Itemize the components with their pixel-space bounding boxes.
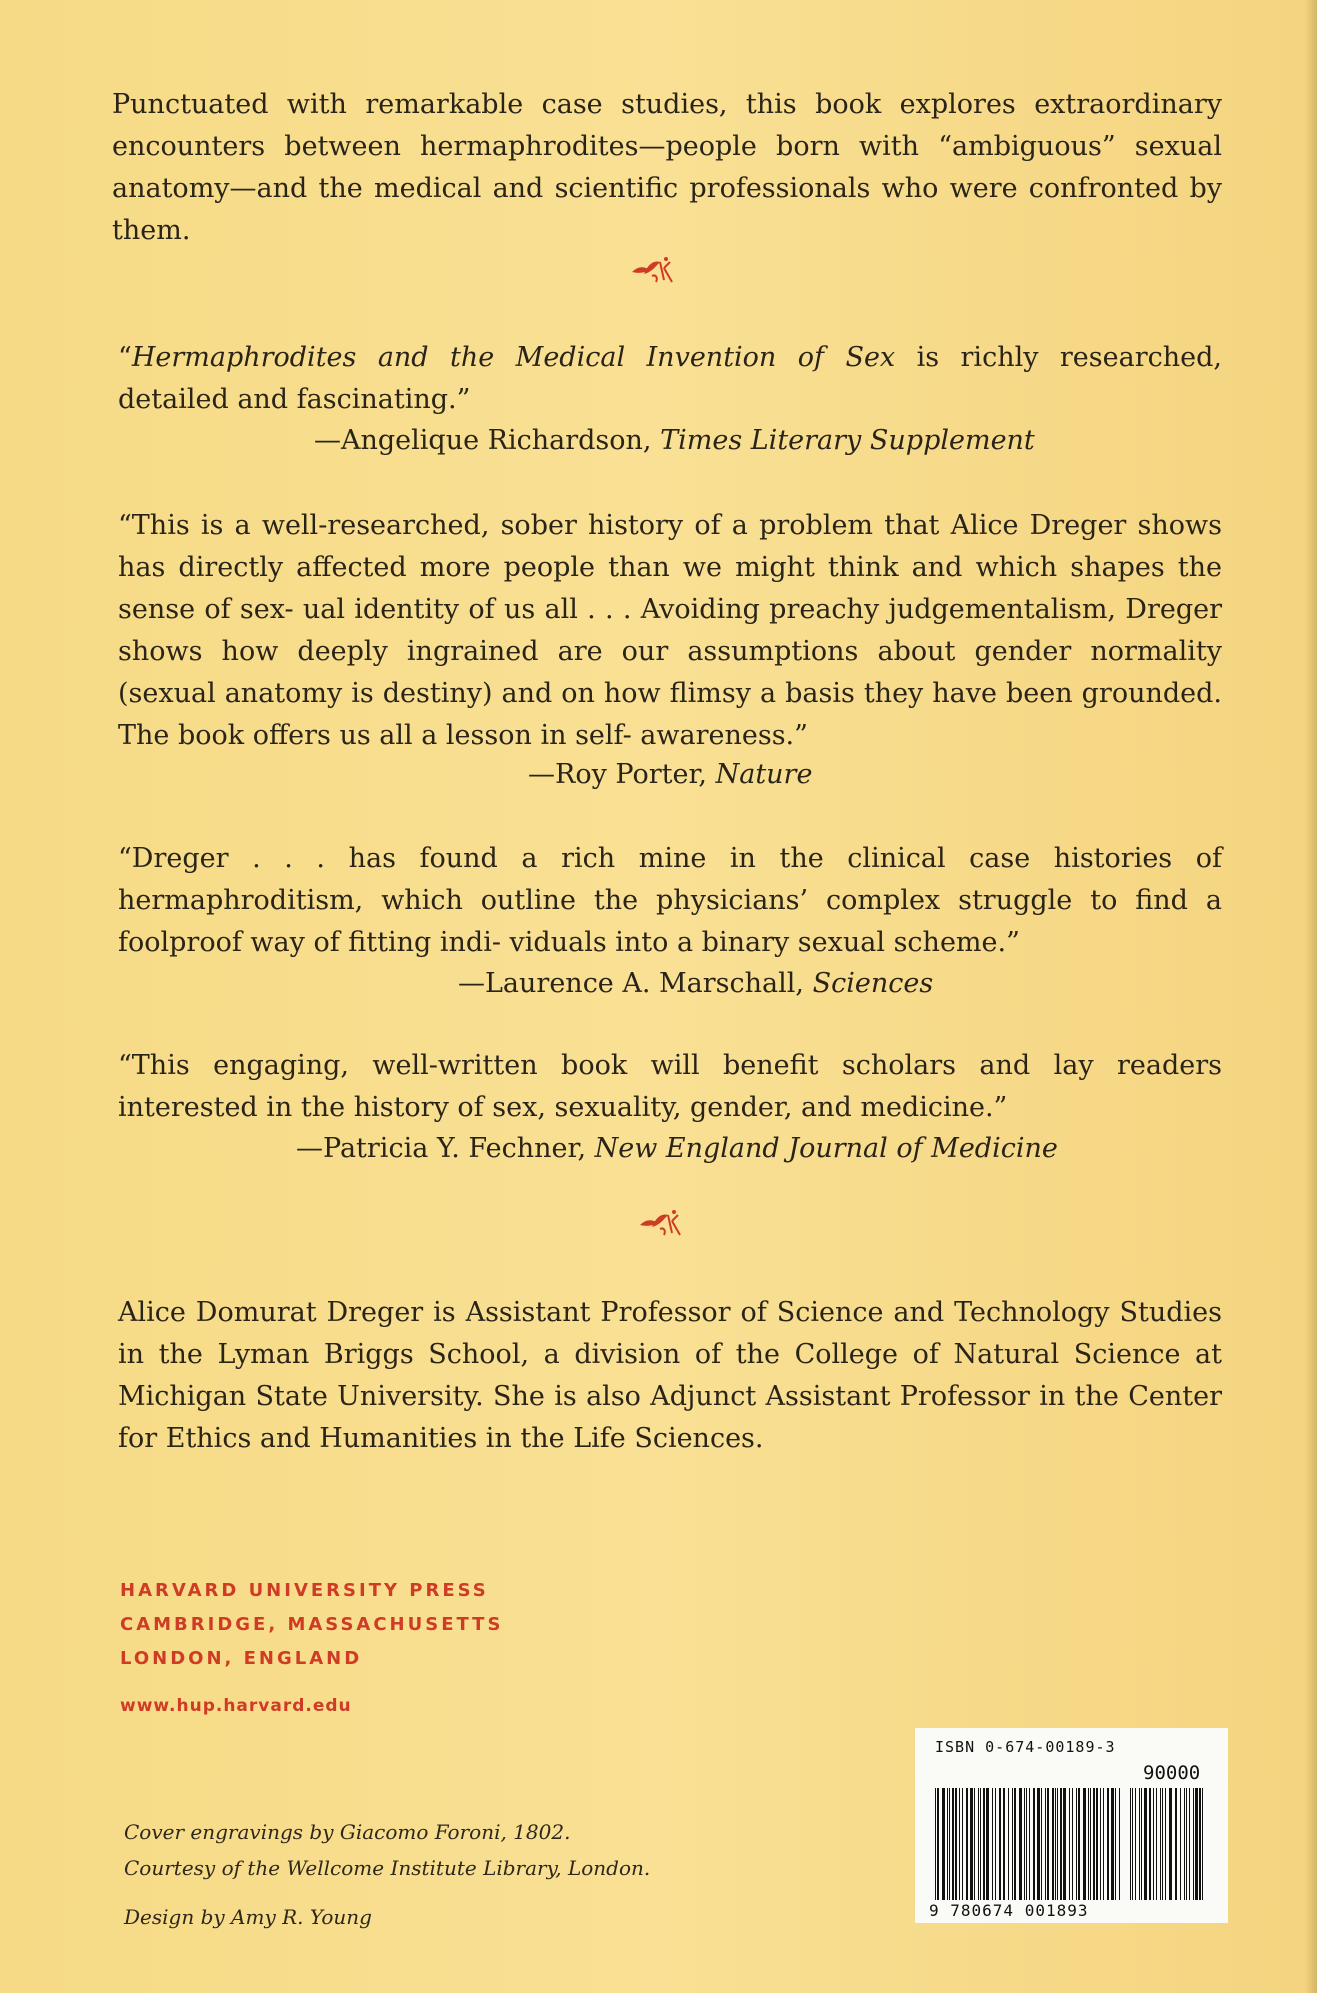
review-attribution-1: —Angelique Richardson, Times Literary Supplement: [314, 425, 1035, 456]
barcode-panel: [915, 1728, 1228, 1923]
review-attribution-3: —Laurence A. Marschall, Sciences: [458, 968, 934, 999]
publisher-city: CAMBRIDGE, MASSACHUSETTS: [120, 1614, 504, 1635]
review-quote-1: “Hermaphrodites and the Medical Invention of Sex is richly researched, detailed and fascinating.”: [118, 342, 1222, 415]
publisher-country: LONDON, ENGLAND: [120, 1648, 363, 1669]
review-attribution-4: —Patricia Y. Fechner, New England Journal of Medicine: [296, 1133, 1058, 1164]
publisher-url[interactable]: www.hup.harvard.edu: [120, 1696, 352, 1716]
isbn-label: ISBN 0-674-00189-3: [935, 1738, 1116, 1756]
publisher-name: HARVARD UNIVERSITY PRESS: [120, 1580, 489, 1601]
book-title: Hermaphrodites and the Medical Invention of Sex: [131, 342, 896, 373]
review-quote-4: “This engaging, well-written book will benefit scholars and lay readers interested in the history of sex, sexuality, gender, and medicine.”: [118, 1050, 1222, 1123]
review-quote-3: “Dreger . . . has found a rich mine in the clinical case histories of hermaphroditism, which outline the physicians’ complex struggle to find a foolproof way of fitting indi- viduals into a binary sexual scheme.”: [118, 843, 1222, 958]
price-barcode: [1130, 1788, 1210, 1900]
review-quote-2: “This is a well-researched, sober history of a problem that Alice Dreger shows has directly affected more people than we might think and which shapes the sense of sex- ual identity of us all . . . Avoiding preachy judgementalism, Dreger shows how deeply ingrained are our assumptions about gender normality (sexual anatomy is destiny) and on how flimsy a basis they have been grounded. The book offers us all a lesson in self- awareness.”: [118, 510, 1222, 751]
review-attribution-2: —Roy Porter, Nature: [528, 759, 813, 790]
library-credit: Courtesy of the Wellcome Institute Library, London.: [124, 1856, 651, 1880]
isbn-barcode: [935, 1788, 1125, 1900]
intro-paragraph: Punctuated with remarkable case studies, this book explores extraordinary encounters between hermaphrodites—people born with “ambiguous” sexual anatomy—and the medical and scientific professionals who were confronted by them.: [112, 89, 1222, 246]
price-code: 90000: [1143, 1762, 1201, 1784]
design-credit: Design by Amy R. Young: [124, 1905, 372, 1929]
fleuron-icon: [630, 254, 676, 284]
fleuron-icon: [638, 1207, 684, 1237]
cover-edge-shadow: [1305, 0, 1317, 1993]
barcode-number: 9 780674 001893: [929, 1901, 1089, 1920]
author-bio: Alice Domurat Dreger is Assistant Professor of Science and Technology Studies in the Lyman Briggs School, a division of the College of Natural Science at Michigan State University. She is also Adjunct Assistant Professor in the Center for Ethics and Humanities in the Life Sciences.: [118, 1297, 1222, 1454]
cover-credit: Cover engravings by Giacomo Foroni, 1802.: [124, 1820, 571, 1844]
